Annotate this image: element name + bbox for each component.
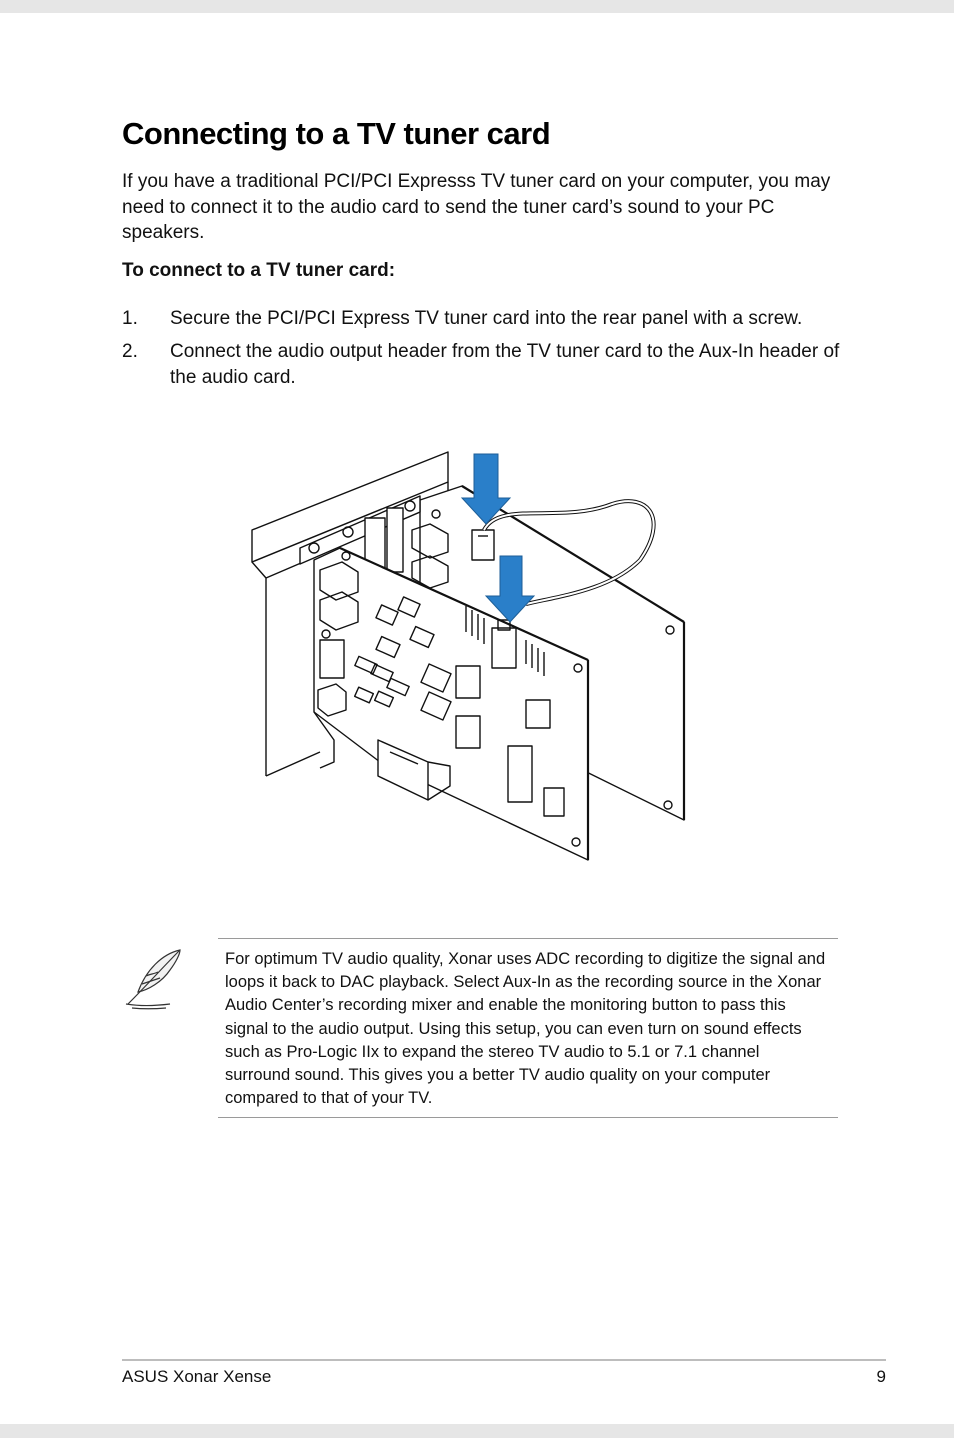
step-number: 1. xyxy=(122,308,138,329)
step-item xyxy=(122,306,842,332)
feather-quill-icon xyxy=(118,946,188,1012)
footer-divider xyxy=(122,1359,886,1361)
bottom-band xyxy=(0,1424,954,1438)
page-number: 9 xyxy=(876,1367,886,1386)
footer-product-name: ASUS Xonar Xense xyxy=(122,1367,272,1386)
steps-list xyxy=(122,306,842,398)
note-box xyxy=(218,938,838,1118)
step-text: Connect the audio output header from the TV tuner card to the Aux-In header of the audio card. xyxy=(170,341,840,388)
page-title: Connecting to a TV tuner card xyxy=(122,116,551,151)
intro-paragraph: If you have a traditional PCI/PCI Expresss TV tuner card on your computer, you may need to connect it to the audio card to send the tuner card’s sound to your PC speakers. xyxy=(122,171,831,243)
top-band xyxy=(0,0,954,13)
note-text: For optimum TV audio quality, Xonar uses ADC recording to digitize the signal and loops it back to DAC playback. Select Aux-In as the recording source in the Xonar Audio Center’s recording mixer and enable the monitoring button to pass this signal to the audio output. Using this setup, you can even turn on sound effects such as Pro-Logic IIx to expand the stereo TV audio to 5.1 or 7.1 channel surround sound. This gives you a better TV audio quality on your computer compared to that of your TV. xyxy=(225,950,826,1108)
step-text: Secure the PCI/PCI Express TV tuner card into the rear panel with a screw. xyxy=(170,308,803,329)
installation-diagram xyxy=(240,440,700,880)
step-number: 2. xyxy=(122,341,138,362)
procedure-heading: To connect to a TV tuner card: xyxy=(122,260,396,281)
step-item xyxy=(122,339,842,391)
